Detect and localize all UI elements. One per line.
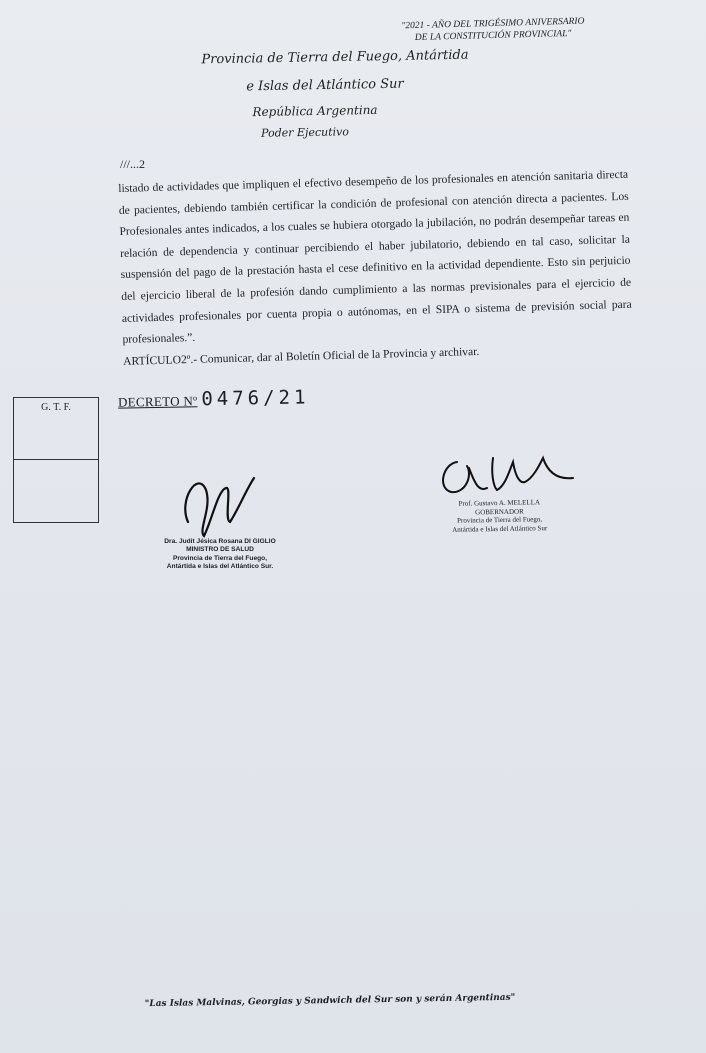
decree-body bbox=[118, 164, 633, 373]
minister-org1: Provincia de Tierra del Fuego, bbox=[172, 554, 268, 562]
governor-name: Prof. Gustavo A. MELELLA bbox=[458, 498, 541, 508]
header-islands: e Islas del Atlántico Sur bbox=[246, 76, 404, 95]
governor-org1: Provincia de Tierra del Fuego, bbox=[457, 515, 543, 525]
minister-signature-block bbox=[145, 538, 295, 572]
article-2-label: ARTÍCULO2º.- bbox=[122, 352, 198, 368]
gtf-divider bbox=[14, 459, 98, 460]
gtf-label: G. T. F. bbox=[41, 402, 71, 413]
minister-name: Dra. Judit Jésica Rosana DI GIGLIO bbox=[164, 538, 276, 545]
malvinas-motto: "Las Islas Malvinas, Georgias y Sandwich del Sur son y serán Argentinas" bbox=[144, 992, 516, 1010]
article-2-text: Comunicar, dar al Boletín Oficial de la Provincia y archivar. bbox=[196, 344, 480, 366]
header-republic: República Argentina bbox=[252, 102, 378, 120]
decree-number-line bbox=[118, 386, 310, 411]
governor-signature-icon bbox=[435, 448, 580, 503]
minister-signature-icon bbox=[168, 460, 268, 540]
governor-org2: Antártida e Islas del Atlántico Sur bbox=[452, 523, 548, 534]
gtf-stamp-box bbox=[13, 397, 99, 523]
decree-number: 0476/21 bbox=[201, 386, 310, 411]
year-motto bbox=[388, 15, 599, 44]
governor-title: GOBERNADOR bbox=[475, 507, 524, 517]
minister-org2: Antártida e Islas del Atlántico Sur. bbox=[166, 563, 274, 571]
page-marker: ///...2 bbox=[120, 157, 146, 171]
decree-paragraph: listado de actividades que impliquen el efectivo desempeño de los profesionales en atención sanitaria directa de pacientes, debiendo también certificar la condición de profesional con atención directa a pacientes. Los Profesionales antes indicados, a los cuales se hubiera otorgado la jubilación, no podrán desempeñar tareas en relación de dependencia y continuar percibiendo el haber jubilatorio, debiendo en tal caso, solicitar la suspensión del pago de la prestación hasta el cese definitivo en la actividad dependiente. Esto sin perjuicio del ejercicio liberal de la profesión dando cumplimiento a las normas previsionales para el ejercicio de actividades profesionales por cuenta propia o autónomas, en el SIPA o sistema de previsión social para profesionales.”. bbox=[118, 167, 632, 347]
governor-signature-block bbox=[432, 498, 568, 535]
header-executive: Poder Ejecutivo bbox=[260, 125, 350, 140]
year-motto-line2: DE LA CONSTITUCIÓN PROVINCIAL" bbox=[414, 28, 572, 44]
header-province: Provincia de Tierra del Fuego, Antártida bbox=[201, 47, 469, 68]
decree-label: DECRETO Nº bbox=[117, 393, 198, 410]
year-motto-line1: "2021 - AÑO DEL TRIGÉSIMO ANIVERSARIO bbox=[401, 16, 585, 32]
minister-title: MINISTRO DE SALUD bbox=[186, 546, 254, 554]
